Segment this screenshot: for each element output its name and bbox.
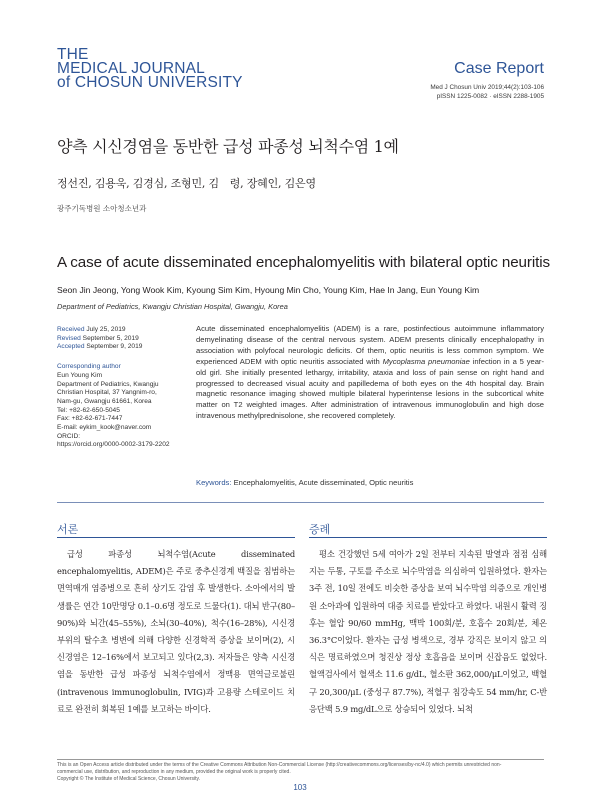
article-info-column xyxy=(57,326,182,450)
case-heading: 증례 xyxy=(309,523,331,536)
title-english: A case of acute disseminated encephalomyelitis with bilateral optic neuritis xyxy=(57,254,551,271)
fax: Fax: +82-62-671-7447 xyxy=(57,415,123,423)
keywords-label: Keywords: xyxy=(196,478,232,487)
revised-date: Revised September 5, 2019 xyxy=(57,334,139,342)
license-notice: This is an Open Access article distributed under the terms of the Creative Commons Attribution Non-Commercial License (http://creativecommons.org/licenses/by-nc/4.0) which permits unrestricted non- commercial use, distribution, and reproduction in any medium, provided the original work is properly cited. Copyright © The Institute of Medical Science, Chosun University. xyxy=(57,762,502,783)
affiliation-english: Department of Pediatrics, Kwangju Christian Hospital, Gwangju, Korea xyxy=(57,302,288,311)
received-date: Received July 25, 2019 xyxy=(57,326,126,333)
organism-name: Mycoplasma pneumoniae xyxy=(382,356,470,366)
page-number: 103 xyxy=(293,783,307,792)
citation-line: Med J Chosun Univ 2019;44(2):103-106 xyxy=(430,84,544,91)
section-divider xyxy=(57,502,544,503)
email-link[interactable]: E-mail: eykim_kook@naver.com xyxy=(57,424,152,432)
corresponding-author-name: Eun Young Kim xyxy=(57,371,103,379)
title-korean: 양측 시신경염을 동반한 급성 파종성 뇌척수염 1예 xyxy=(57,137,399,156)
abstract: Acute disseminated encephalomyelitis (ADEM) is a rare, postinfectious autoimmune inflammatory demyelinating disease of the central nervous system. ADEM presents clinically encephalopathy in association with polyfocal neurologic deficits. Of them, optic neuritis is less common symptom. We experienced ADEM with optic neuritis associated with Mycoplasma pneumoniae infection in a 5 year-old girl. She initially presented lethargy, irritability, ataxia and loss of pain sense on right hand and progressed to decreased visual acuity and papilledema of both eyes on the 4th hospital day. Brain magnetic resonance imaging showed multiple bilateral hyperintense lesions in the subcortical white matter on T2 weighted images. After administration of intravenous immunoglobulin and high dose intravenous methylprednisolone, she recovered completely. xyxy=(196,324,544,421)
footer-rule xyxy=(57,759,544,760)
journal-name-line3: of CHOSUN UNIVERSITY xyxy=(57,74,243,91)
telephone: Tel: +82-62-650-5045 xyxy=(57,406,120,414)
address-line: Department of Pediatrics, Kwangju xyxy=(57,380,159,388)
authors-korean: 정선진, 김용욱, 김경심, 조형민, 김 령, 장혜인, 김은영 xyxy=(57,177,316,190)
case-heading-rule xyxy=(309,537,547,538)
article-type: Case Report xyxy=(454,60,544,77)
orcid-link[interactable]: https://orcid.org/0000-0002-3179-2202 xyxy=(57,441,170,449)
case-text: 평소 건강했던 5세 여아가 2일 전부터 지속된 발열과 점점 심해지는 두통, 구토를 주소로 뇌수막염을 의심하여 입원하였다. 환자는 3주 전, 10일 전에도 비슷한 증상을 보여 뇌수막염 의증으로 개인병원 소아과에 입원하여 대증 치료를 받았다고 하였다. 내원시 활력 징후는 혈압 90/60 mmHg, 맥박 100회/분, 호흡수 20회/분, 체온 36.3°C이었다. 환자는 급성 병색으로, 경부 강직은 보이지 않고 의식은 명료하였으며 청진상 정상 호흡음을 보이며 신잡음도 없었다. 혈액검사에서 혈색소 11.6 g/dL, 혈소판 362,000/μL이었고, 백혈구 20,300/μL (중성구 87.7%), 적혈구 침강속도 54 mm/hr, C-반응단백 5.9 mg/dL으로 상승되어 있었다. 뇌척 xyxy=(309,549,547,714)
journal-logo xyxy=(57,48,243,90)
intro-text: 급성 파종성 뇌척수염(Acute disseminated encephalomyelitis, ADEM)은 주로 중추신경계 백질을 침범하는 면역매개 염증병으로 흔히 상기도 감염 후 발생한다. 소아에서의 발생률은 연간 10만명당 0.1–0.6명 정도로 드물다(1). 대뇌 반구(80–90%)와 뇌간(45–55%), 소뇌(30–40%), 척수(16–28%), 시신경 부위의 탈수초 병변에 의해 다양한 신경학적 증상을 보이며(2), 시신경염은 12–16%에서 보고되고 있다(2,3). 저자들은 양측 시신경염을 동반한 급성 파종성 뇌척수염에서 정맥용 면역글로불린(intravenous immunoglobulin, IVIG)과 고용량 스테로이드 치료로 완전히 회복된 1예를 보고하는 바이다. xyxy=(57,549,295,714)
keywords xyxy=(196,478,413,487)
authors-english: Seon Jin Jeong, Yong Wook Kim, Kyoung Sim Kim, Hyoung Min Cho, Young Kim, Hae In Jang, Eun Young Kim xyxy=(57,285,480,295)
issn-line: pISSN 1225-0082 · eISSN 2288-1905 xyxy=(436,92,544,100)
orcid-label: ORCID: xyxy=(57,432,81,440)
affiliation-korean: 광주기독병원 소아청소년과 xyxy=(57,204,147,213)
intro-heading: 서론 xyxy=(57,523,79,536)
journal-name-line2: MEDICAL JOURNAL xyxy=(57,60,205,77)
keywords-text: Encephalomyelitis, Acute disseminated, Optic neuritis xyxy=(233,478,414,487)
citation-info xyxy=(430,84,544,101)
address-line: Christian Hospital, 37 Yangnim-ro, xyxy=(57,389,157,397)
intro-heading-rule xyxy=(57,537,295,538)
accepted-date: Accepted September 9, 2019 xyxy=(57,343,143,351)
corresponding-author-heading: Corresponding author xyxy=(57,363,121,371)
address-line: Nam-gu, Gwangju 61661, Korea xyxy=(57,397,152,405)
journal-name-line1: THE xyxy=(57,46,89,63)
